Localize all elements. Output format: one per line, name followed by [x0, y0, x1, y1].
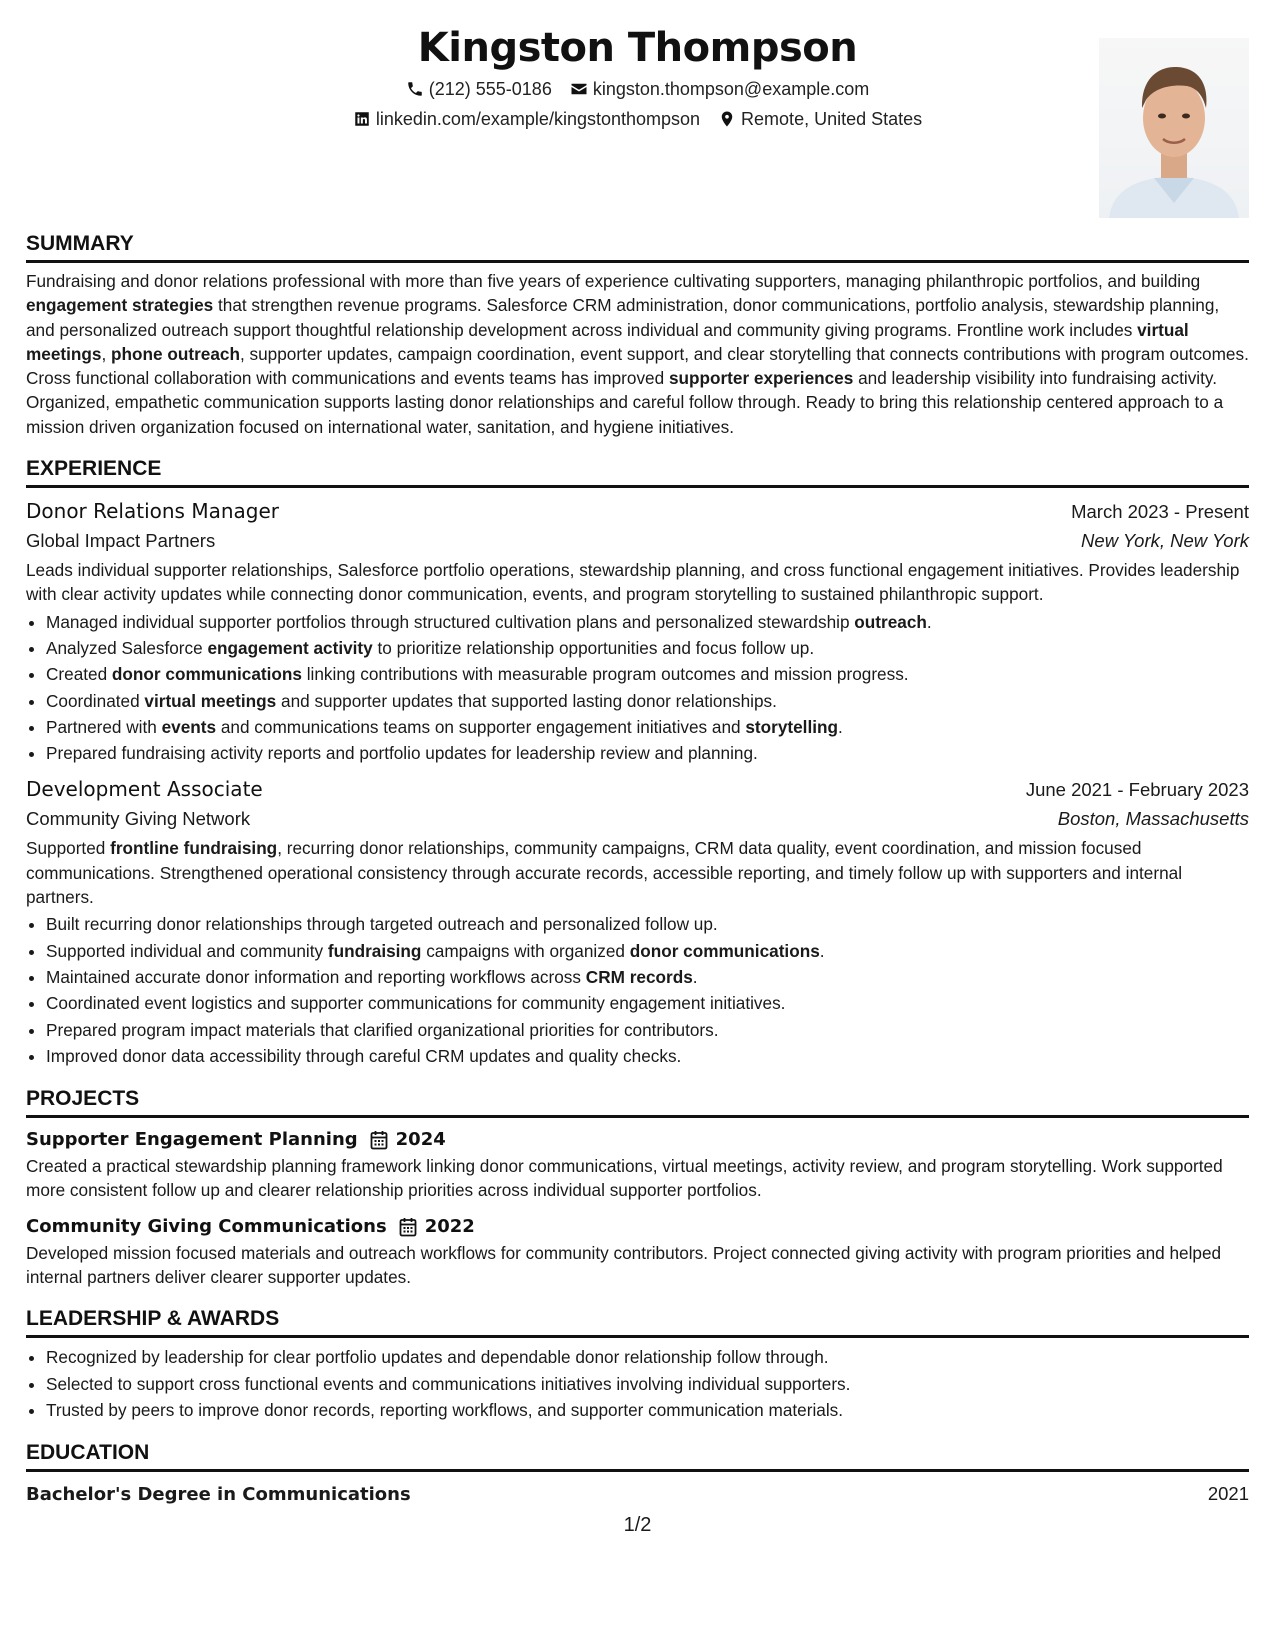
job-bullet: [46, 635, 1249, 661]
text-run: .: [926, 611, 932, 632]
summary-heading: SUMMARY: [26, 230, 1249, 263]
profile-photo: [1099, 38, 1249, 218]
project-entry: [26, 1213, 1249, 1290]
text-run: ,: [101, 343, 112, 364]
project-name: Community Giving Communications: [26, 1215, 387, 1237]
text-run: , recurring donor relationships, community campaigns, CRM data quality, event coordination, and mission focused communications. Strengthened operational consistency through accurate records, accessible reporting, and timely follow up with supporters and internal partners.: [26, 838, 1183, 908]
job-bullet: [46, 938, 1249, 964]
text-run: that strengthen revenue programs. Salesforce CRM administration, donor communications, portfolio analysis, stewardship planning, and personalized outreach support thoughtful relationship development across individual and community giving programs. Frontline work includes: [26, 295, 1220, 340]
leadership-item: • Trusted by peers to improve donor records, reporting workflows, and supporter communication materials.: [46, 1397, 1249, 1423]
resume-header: [26, 24, 1249, 214]
job-subheader: [26, 804, 1249, 834]
text-run: and supporter updates that supported lasting donor relationships.: [276, 690, 777, 711]
education-heading: EDUCATION: [26, 1439, 1249, 1472]
bold-text: virtual meetings: [26, 319, 1189, 364]
text-run: Prepared fundraising activity reports and portfolio updates for leadership review and planning.: [46, 743, 758, 764]
job-bullet: [46, 990, 1249, 1016]
job-bullet: [46, 688, 1249, 714]
location-text: Remote, United States: [741, 109, 923, 129]
bold-text: engagement activity: [207, 637, 373, 658]
text-run: Supported individual and community: [46, 940, 328, 961]
text-run: campaigns with organized: [421, 940, 630, 961]
text-run: Prepared program impact materials that clarified organizational priorities for contributors.: [46, 1019, 719, 1040]
email-contact[interactable]: [570, 74, 869, 104]
job-bullet: [46, 609, 1249, 635]
bold-text: outreach: [854, 611, 927, 632]
calendar-icon: [370, 1130, 388, 1150]
contact-row-2: [26, 104, 1249, 134]
education-year: 2021: [1207, 1483, 1249, 1505]
project-header: [26, 1213, 1249, 1241]
job-title: Development Associate: [26, 777, 263, 802]
map-pin-icon: [718, 110, 736, 128]
project-year: [399, 1213, 475, 1241]
job-bullet: [46, 740, 1249, 766]
envelope-icon: [570, 80, 588, 98]
bold-text: donor communications: [629, 940, 820, 961]
text-run: Fundraising and donor relations professional with more than five years of experience cultivating supporters, managing philanthropic portfolios, and building: [26, 271, 1201, 291]
job-location: New York, New York: [1081, 530, 1249, 552]
bold-text: storytelling: [745, 716, 839, 737]
bold-text: fundraising: [327, 940, 422, 961]
phone-icon: [406, 80, 424, 98]
job-company: Global Impact Partners: [26, 530, 216, 552]
text-run: .: [692, 966, 698, 987]
education-entry: [26, 1480, 1249, 1509]
text-run: Built recurring donor relationships through targeted outreach and personalized follow up.: [46, 914, 718, 935]
text-run: Maintained accurate donor information and reporting workflows across: [46, 966, 586, 987]
bold-text: events: [161, 716, 217, 737]
text-run: Partnered with: [46, 716, 162, 737]
job-description: [26, 558, 1249, 607]
job-location: Boston, Massachusetts: [1057, 808, 1249, 830]
project-entry: [26, 1126, 1249, 1203]
experience-heading: EXPERIENCE: [26, 455, 1249, 488]
project-description: Created a practical stewardship planning framework linking donor communications, virtual meetings, activity review, and program storytelling. Work supported more consistent follow up and clearer relationship priorities across individual supporter portfolios.: [26, 1156, 1223, 1201]
candidate-name: Kingston Thompson: [417, 25, 858, 71]
job-header: [26, 497, 1249, 526]
bold-text: virtual meetings: [144, 690, 277, 711]
leadership-list: [26, 1344, 1249, 1423]
text-run: and communications teams on supporter engagement initiatives and: [216, 716, 746, 737]
linkedin-icon: [353, 110, 371, 128]
text-run: Supported: [26, 838, 111, 859]
linkedin-text: linkedin.com/example/kingstonthompson: [375, 109, 701, 129]
job-title: Donor Relations Manager: [26, 499, 279, 524]
bold-text: CRM records: [585, 966, 693, 987]
text-run: Coordinated event logistics and supporter communications for community engagement initiatives.: [46, 993, 786, 1014]
bold-text: donor communications: [111, 664, 302, 685]
projects-list: [26, 1126, 1249, 1289]
contact-row-1: [26, 74, 1249, 104]
calendar-icon: [399, 1217, 417, 1237]
text-run: Leads individual supporter relationships, Salesforce portfolio operations, stewardship planning, and cross functional engagement initiatives. Provides leadership with clear activity updates while connecting donor communication, events, and program storytelling to sustained philanthropic support.: [26, 560, 1240, 605]
text-run: and leadership visibility into fundraising activity. Organized, empathetic communication supports lasting donor relationships and careful follow through. Ready to bring this relationship centered approach to a mission driven organization focused on international water, sanitation, and hygiene initiatives.: [26, 368, 1224, 437]
text-run: Created: [46, 664, 112, 685]
job-bullet: [46, 964, 1249, 990]
text-run: Coordinated: [46, 690, 145, 711]
email-text: kingston.thompson@example.com: [592, 79, 870, 99]
job-description: [26, 836, 1249, 909]
job-bullet: [46, 1043, 1249, 1069]
leadership-heading: LEADERSHIP & AWARDS: [26, 1305, 1249, 1338]
experience-list: [26, 497, 1249, 1069]
job-dates: June 2021 - February 2023: [1025, 779, 1249, 801]
project-header: [26, 1126, 1249, 1154]
linkedin-contact[interactable]: [353, 104, 700, 134]
job-bullets: [26, 911, 1249, 1069]
project-year: [370, 1126, 446, 1154]
job-subheader: [26, 526, 1249, 556]
location-contact: [718, 104, 922, 134]
project-description: Developed mission focused materials and outreach workflows for community contributors. Project connected giving activity with program priorities and helped internal partners deliver clearer supporter updates.: [26, 1242, 1222, 1288]
job-header: [26, 775, 1249, 804]
bold-text: engagement strategies: [26, 295, 214, 316]
page-number: 1/2: [623, 1514, 652, 1536]
bold-text: phone outreach: [111, 343, 240, 364]
text-run: .: [819, 940, 825, 961]
summary-text: [26, 269, 1249, 439]
text-run: Managed individual supporter portfolios through structured cultivation plans and personalized stewardship: [46, 611, 855, 632]
projects-heading: PROJECTS: [26, 1085, 1249, 1118]
job-dates: March 2023 - Present: [1071, 501, 1249, 523]
text-run: , supporter updates, campaign coordination, event support, and clear storytelling that connects contributions with program outcomes. Cross functional collaboration with communications and events teams has improved: [26, 343, 1249, 389]
bold-text: frontline fundraising: [110, 838, 278, 859]
text-run: .: [838, 716, 843, 737]
text-run: to prioritize relationship opportunities and focus follow up.: [372, 637, 815, 658]
job-entry: [26, 775, 1249, 1069]
project-year-text: 2024: [395, 1129, 446, 1151]
job-bullet: [46, 1017, 1249, 1043]
phone-contact: [406, 74, 552, 104]
job-bullets: [26, 609, 1249, 767]
bold-text: supporter experiences: [668, 368, 854, 389]
leadership-item: • Recognized by leadership for clear portfolio updates and dependable donor relationship follow through.: [46, 1344, 1249, 1370]
project-year-text: 2022: [424, 1215, 475, 1237]
job-entry: [26, 497, 1249, 766]
text-run: linking contributions with measurable program outcomes and mission progress.: [301, 664, 909, 685]
phone-text: (212) 555-0186: [428, 79, 552, 99]
job-company: Community Giving Network: [26, 808, 251, 830]
text-run: Analyzed Salesforce: [46, 637, 208, 658]
leadership-item: • Selected to support cross functional events and communications initiatives involving individual supporters.: [46, 1371, 1249, 1397]
project-name: Supporter Engagement Planning: [26, 1129, 358, 1151]
education-degree: Bachelor's Degree in Communications: [26, 1484, 411, 1506]
resume-page: [26, 18, 1249, 1509]
text-run: Improved donor data accessibility through careful CRM updates and quality checks.: [46, 1045, 682, 1066]
job-bullet: [46, 661, 1249, 687]
job-bullet: [46, 714, 1249, 740]
job-bullet: [46, 911, 1249, 937]
